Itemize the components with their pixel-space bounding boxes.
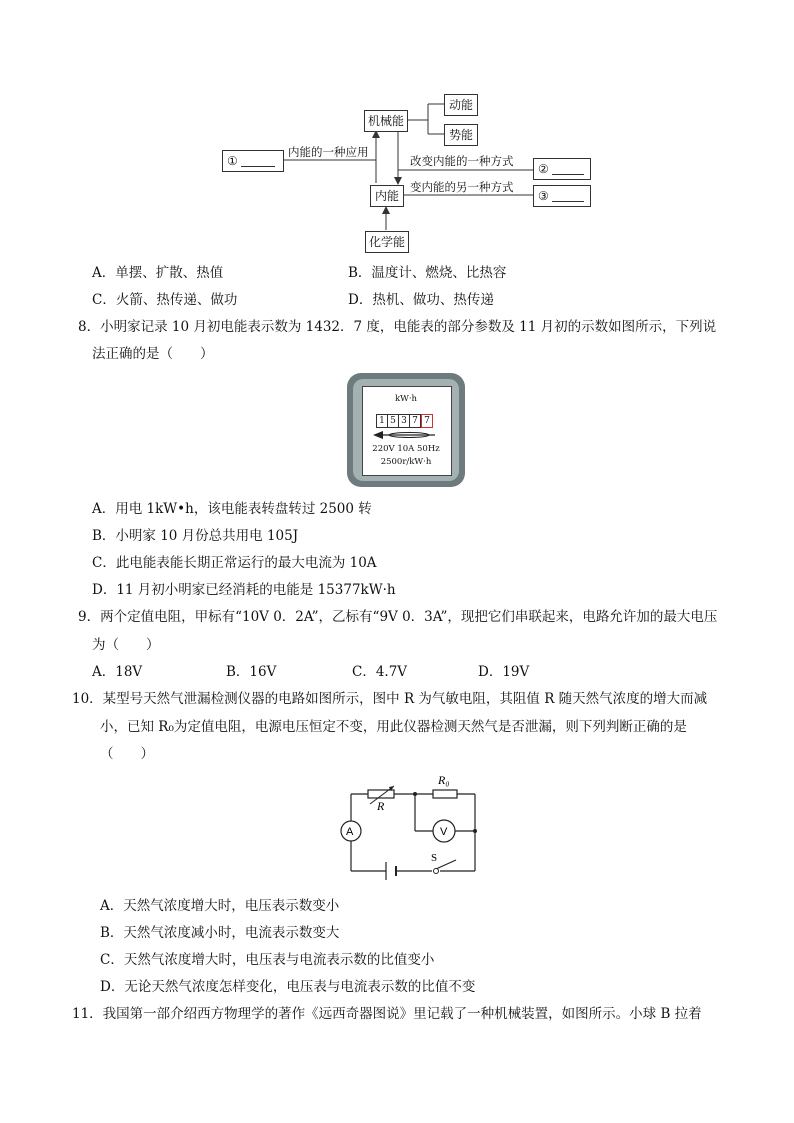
q9-option-a: A．18V — [92, 664, 143, 680]
q10-stem-line3: （ ） — [100, 746, 154, 762]
kinetic-energy-text: 动能 — [448, 98, 473, 112]
q9-stem-line1: 9．两个定值电阻，甲标有“10V 0．2A”，乙标有“9V 0．3A”，现把它们串联起来，电路允许加的最大电压 — [78, 609, 718, 625]
blank-2-number: ② — [538, 162, 549, 176]
meter-digit: 7 — [410, 414, 421, 428]
q8-option-b: B．小明家 10 月份总共用电 105J — [92, 528, 299, 544]
resistor-r — [368, 790, 394, 798]
q7-option-d: D．热机、做功、热传递 — [348, 292, 494, 308]
r-label: R — [377, 799, 385, 813]
switch-label: S — [431, 852, 438, 864]
meter-digit: 3 — [399, 414, 410, 428]
q10-option-c: C．天然气浓度增大时，电压表与电流表示数的比值变小 — [100, 952, 435, 968]
meter-digit: 5 — [388, 414, 399, 428]
q8-stem-line1: 8．小明家记录 10 月初电能表示数为 1432．7 度，电能表的部分参数及 11 月初的示数如图所示，下列说 — [78, 319, 717, 335]
q8-stem-line2: 法正确的是（ ） — [92, 346, 214, 362]
q10-option-b: B．天然气浓度减小时，电流表示数变大 — [100, 925, 340, 941]
voltmeter-label: V — [440, 826, 448, 838]
q10-option-a: A．天然气浓度增大时，电压表示数变小 — [100, 898, 340, 914]
ammeter-label: A — [346, 826, 354, 838]
potential-energy-text: 势能 — [448, 128, 473, 142]
resistor-r0 — [433, 790, 457, 798]
q8-option-a: A．用电 1kW•h，该电能表转盘转过 2500 转 — [92, 501, 372, 517]
label-change-1: 改变内能的一种方式 — [410, 154, 514, 168]
q11-stem-line1: 11．我国第一部介绍西方物理学的著作《远西奇器图说》里记载了一种机械装置，如图所示。小球 B 拉着 — [72, 1006, 702, 1022]
q7-option-b: B．温度计、燃烧、比热容 — [348, 265, 507, 281]
blank-1-number: ① — [227, 154, 238, 168]
r0-label: R₀ — [438, 773, 450, 787]
label-change-2: 变内能的另一种方式 — [410, 180, 514, 194]
blank-3-number: ③ — [538, 189, 549, 203]
meter-digit: 1 — [376, 414, 388, 428]
meter-spec-1: 220V 10A 50Hz — [372, 444, 440, 454]
meter-spec-2: 2500r/kW·h — [380, 457, 432, 467]
q9-option-d: D．19V — [478, 664, 530, 680]
q10-option-d: D．无论天然气浓度怎样变化，电压表与电流表示数的比值不变 — [100, 979, 476, 995]
meter-digit-decimal: 7 — [421, 414, 433, 428]
meter-unit: kW·h — [394, 394, 418, 404]
chemical-energy-text: 化学能 — [368, 235, 405, 249]
internal-energy-text: 内能 — [374, 189, 399, 203]
q8-option-d: D．11 月初小明家已经消耗的电能是 15377kW·h — [92, 582, 396, 598]
mechanical-energy-text: 机械能 — [367, 114, 404, 128]
q7-option-a: A．单摆、扩散、热值 — [92, 265, 224, 281]
q9-option-b: B．16V — [226, 664, 277, 680]
q9-stem-line2: 为（ ） — [92, 637, 160, 653]
q10-stem-line1: 10．某型号天然气泄漏检测仪器的电路如图所示，图中 R 为气敏电阻，其阻值 R 随天然气浓度的增大而减 — [72, 691, 708, 707]
label-application: 内能的一种应用 — [288, 145, 369, 159]
q10-stem-line2: 小，已知 R₀为定值电阻，电源电压恒定不变，用此仪器检测天然气是否泄漏，则下列判断正确的是 — [100, 719, 687, 735]
q7-option-c: C．火箭、热传递、做功 — [92, 292, 238, 308]
q8-option-c: C．此电能表能长期正常运行的最大电流为 10A — [92, 555, 377, 571]
q9-option-c: C．4.7V — [352, 664, 408, 680]
